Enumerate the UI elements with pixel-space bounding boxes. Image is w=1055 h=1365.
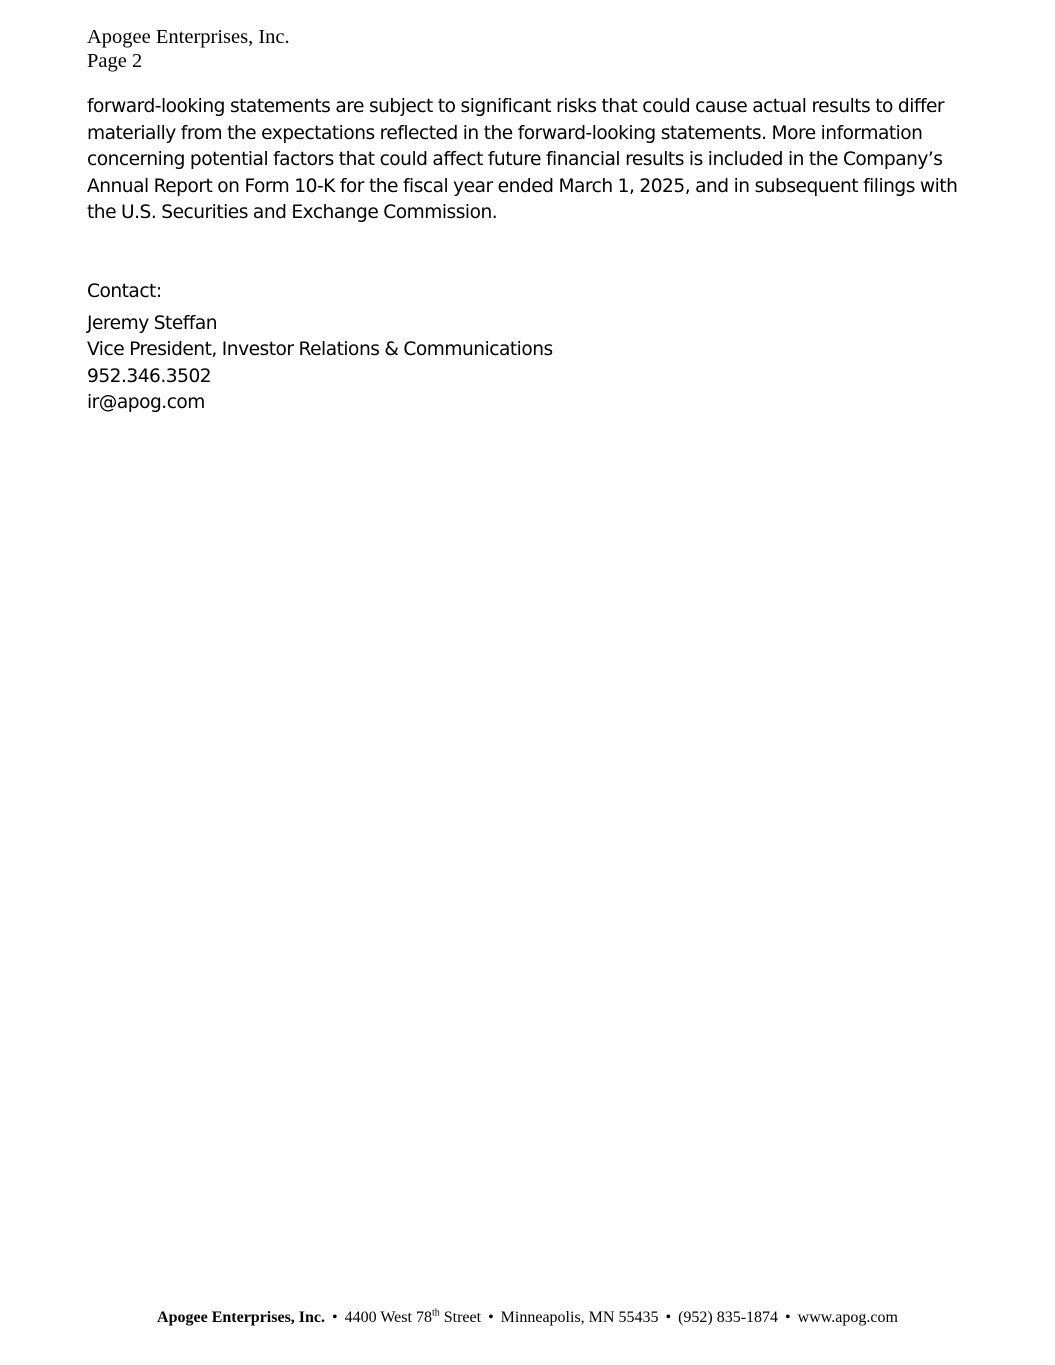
contact-label: Contact:: [87, 281, 162, 302]
footer-street-number: 4400 West 78: [344, 1309, 432, 1326]
header-page-number: Page 2: [87, 50, 143, 72]
contact-name: Jeremy Steffan: [87, 312, 218, 334]
footer-separator: •: [488, 1309, 494, 1326]
page-header: [87, 25, 290, 73]
body-paragraph: forward-looking statements are subject to significant risks that could cause actual results to differ materially from the expectations reflected in the forward-looking statements. More information concerning potential factors that could affect future financial results is included in the Company’s Annual Report on Form 10-K for the fiscal year ended March 1, 2025, and in subsequent filings with the U.S. Securities and Exchange Commission.: [87, 96, 958, 223]
footer-separator: •: [785, 1309, 791, 1326]
contact-phone: 952.346.3502: [87, 365, 212, 387]
page-footer: [0, 1308, 1055, 1328]
contact-email: ir@apog.com: [87, 392, 205, 413]
footer-separator: •: [665, 1309, 672, 1326]
footer-street-name: Street: [443, 1309, 482, 1326]
footer-phone: (952) 835-1874: [678, 1309, 779, 1326]
forward-looking-statement: [87, 94, 967, 227]
footer-city: Minneapolis, MN 55435: [500, 1309, 659, 1326]
footer-company-name: Apogee Enterprises, Inc.: [157, 1309, 326, 1326]
footer-street-suffix: th: [431, 1307, 440, 1319]
footer-separator: •: [332, 1309, 338, 1326]
contact-block: [87, 279, 553, 417]
header-company-name: Apogee Enterprises, Inc.: [87, 26, 290, 48]
footer-website: www.apog.com: [797, 1309, 898, 1326]
contact-title: Vice President, Investor Relations & Communications: [87, 339, 553, 360]
